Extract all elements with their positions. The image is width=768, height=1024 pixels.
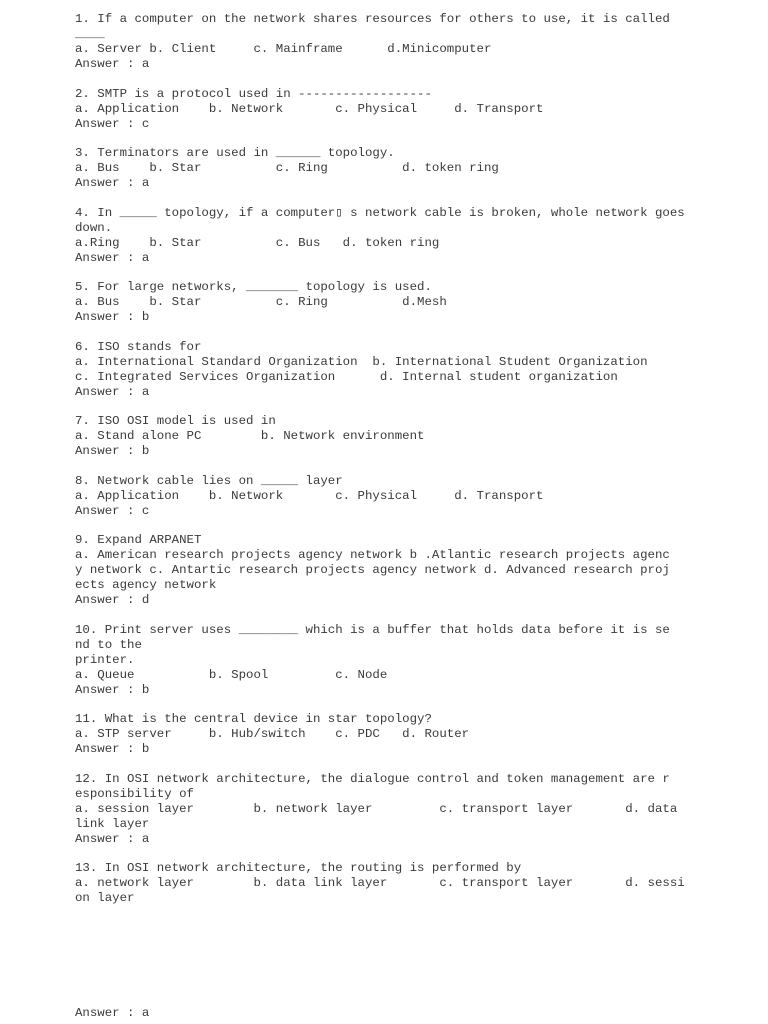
question-text: 6. ISO stands for [75,339,202,354]
options-line: a. Application b. Network c. Physical d. Transport [75,101,544,116]
options-line: a.Ring b. Star c. Bus d. token ring [75,235,440,250]
options-line: a. Queue b. Spool c. Node [75,667,388,682]
answer-line: Answer : b [75,742,150,756]
options-line: a. Stand alone PC b. Network environment [75,429,425,443]
question-4 [75,206,685,266]
question-13-answer: Answer : a [75,1006,150,1020]
question-11 [75,712,685,757]
answer-line: Answer : a [75,176,150,190]
question-text: 3. Terminators are used in ______ topology. [75,146,395,160]
question-3 [75,146,685,191]
options-line: a. American research projects agency network b .Atlantic research projects agenc [75,548,670,562]
answer-line: Answer : c [75,116,150,131]
question-line: on layer [75,891,135,905]
question-8 [75,474,685,519]
question-text: 5. For large networks, _______ topology is used. [75,280,432,294]
options-line: a. Server b. Client c. Mainframe d.Minicomputer [75,42,492,56]
question-1 [75,12,685,72]
question-text: 4. In _____ topology, if a computer▯ s network cable is broken, whole network goes [75,205,685,220]
question-6 [75,340,685,400]
question-text: 9. Expand ARPANET [75,533,202,547]
options-line: a. Bus b. Star c. Ring d. token ring [75,161,499,175]
question-7 [75,414,685,459]
question-line: nd to the [75,637,142,652]
answer-line: Answer : c [75,503,150,518]
question-line: y network c. Antartic research projects agency network d. Advanced research proj [75,563,670,577]
options-line: c. Integrated Services Organization d. Internal student organization [75,369,618,384]
options-line: a. network layer b. data link layer c. transport layer d. sessi [75,876,685,890]
answer-line: Answer : a [75,384,150,399]
question-text: 8. Network cable lies on _____ layer [75,473,343,488]
options-line: a. Bus b. Star c. Ring d.Mesh [75,295,447,309]
question-line: ____ [75,27,105,41]
question-10 [75,623,685,698]
question-text: 10. Print server uses ________ which is a buffer that holds data before it is se [75,622,670,637]
options-line: a. STP server b. Hub/switch c. PDC d. Router [75,727,470,741]
question-text: 7. ISO OSI model is used in [75,414,276,428]
question-text: 2. SMTP is a protocol used in ------------------ [75,86,432,101]
question-line: printer. [75,652,135,667]
question-5 [75,280,685,325]
options-line: a. session layer b. network layer c. transport layer d. data [75,801,678,816]
question-line: down. [75,220,113,235]
answer-line: Answer : b [75,682,150,697]
question-line: link layer [75,816,150,831]
options-line: a. International Standard Organization b. International Student Organization [75,354,648,369]
question-text: 13. In OSI network architecture, the routing is performed by [75,861,522,875]
answer-line: Answer : b [75,444,150,458]
answer-line: Answer : d [75,593,150,607]
question-12 [75,772,685,847]
question-line: ects agency network [75,578,217,592]
answer-line: Answer : a [75,831,150,846]
question-text: 11. What is the central device in star topology? [75,712,432,726]
question-13 [75,861,685,906]
answer-line: Answer : b [75,310,150,324]
question-text: 1. If a computer on the network shares resources for others to use, it is called [75,12,670,26]
mcq-document [75,12,685,921]
answer-line: Answer : a [75,250,150,265]
question-line: esponsibility of [75,786,194,801]
question-text: 12. In OSI network architecture, the dialogue control and token management are r [75,771,670,786]
question-9 [75,533,685,608]
options-line: a. Application b. Network c. Physical d. Transport [75,488,544,503]
answer-line: Answer : a [75,57,150,71]
question-2 [75,87,685,132]
